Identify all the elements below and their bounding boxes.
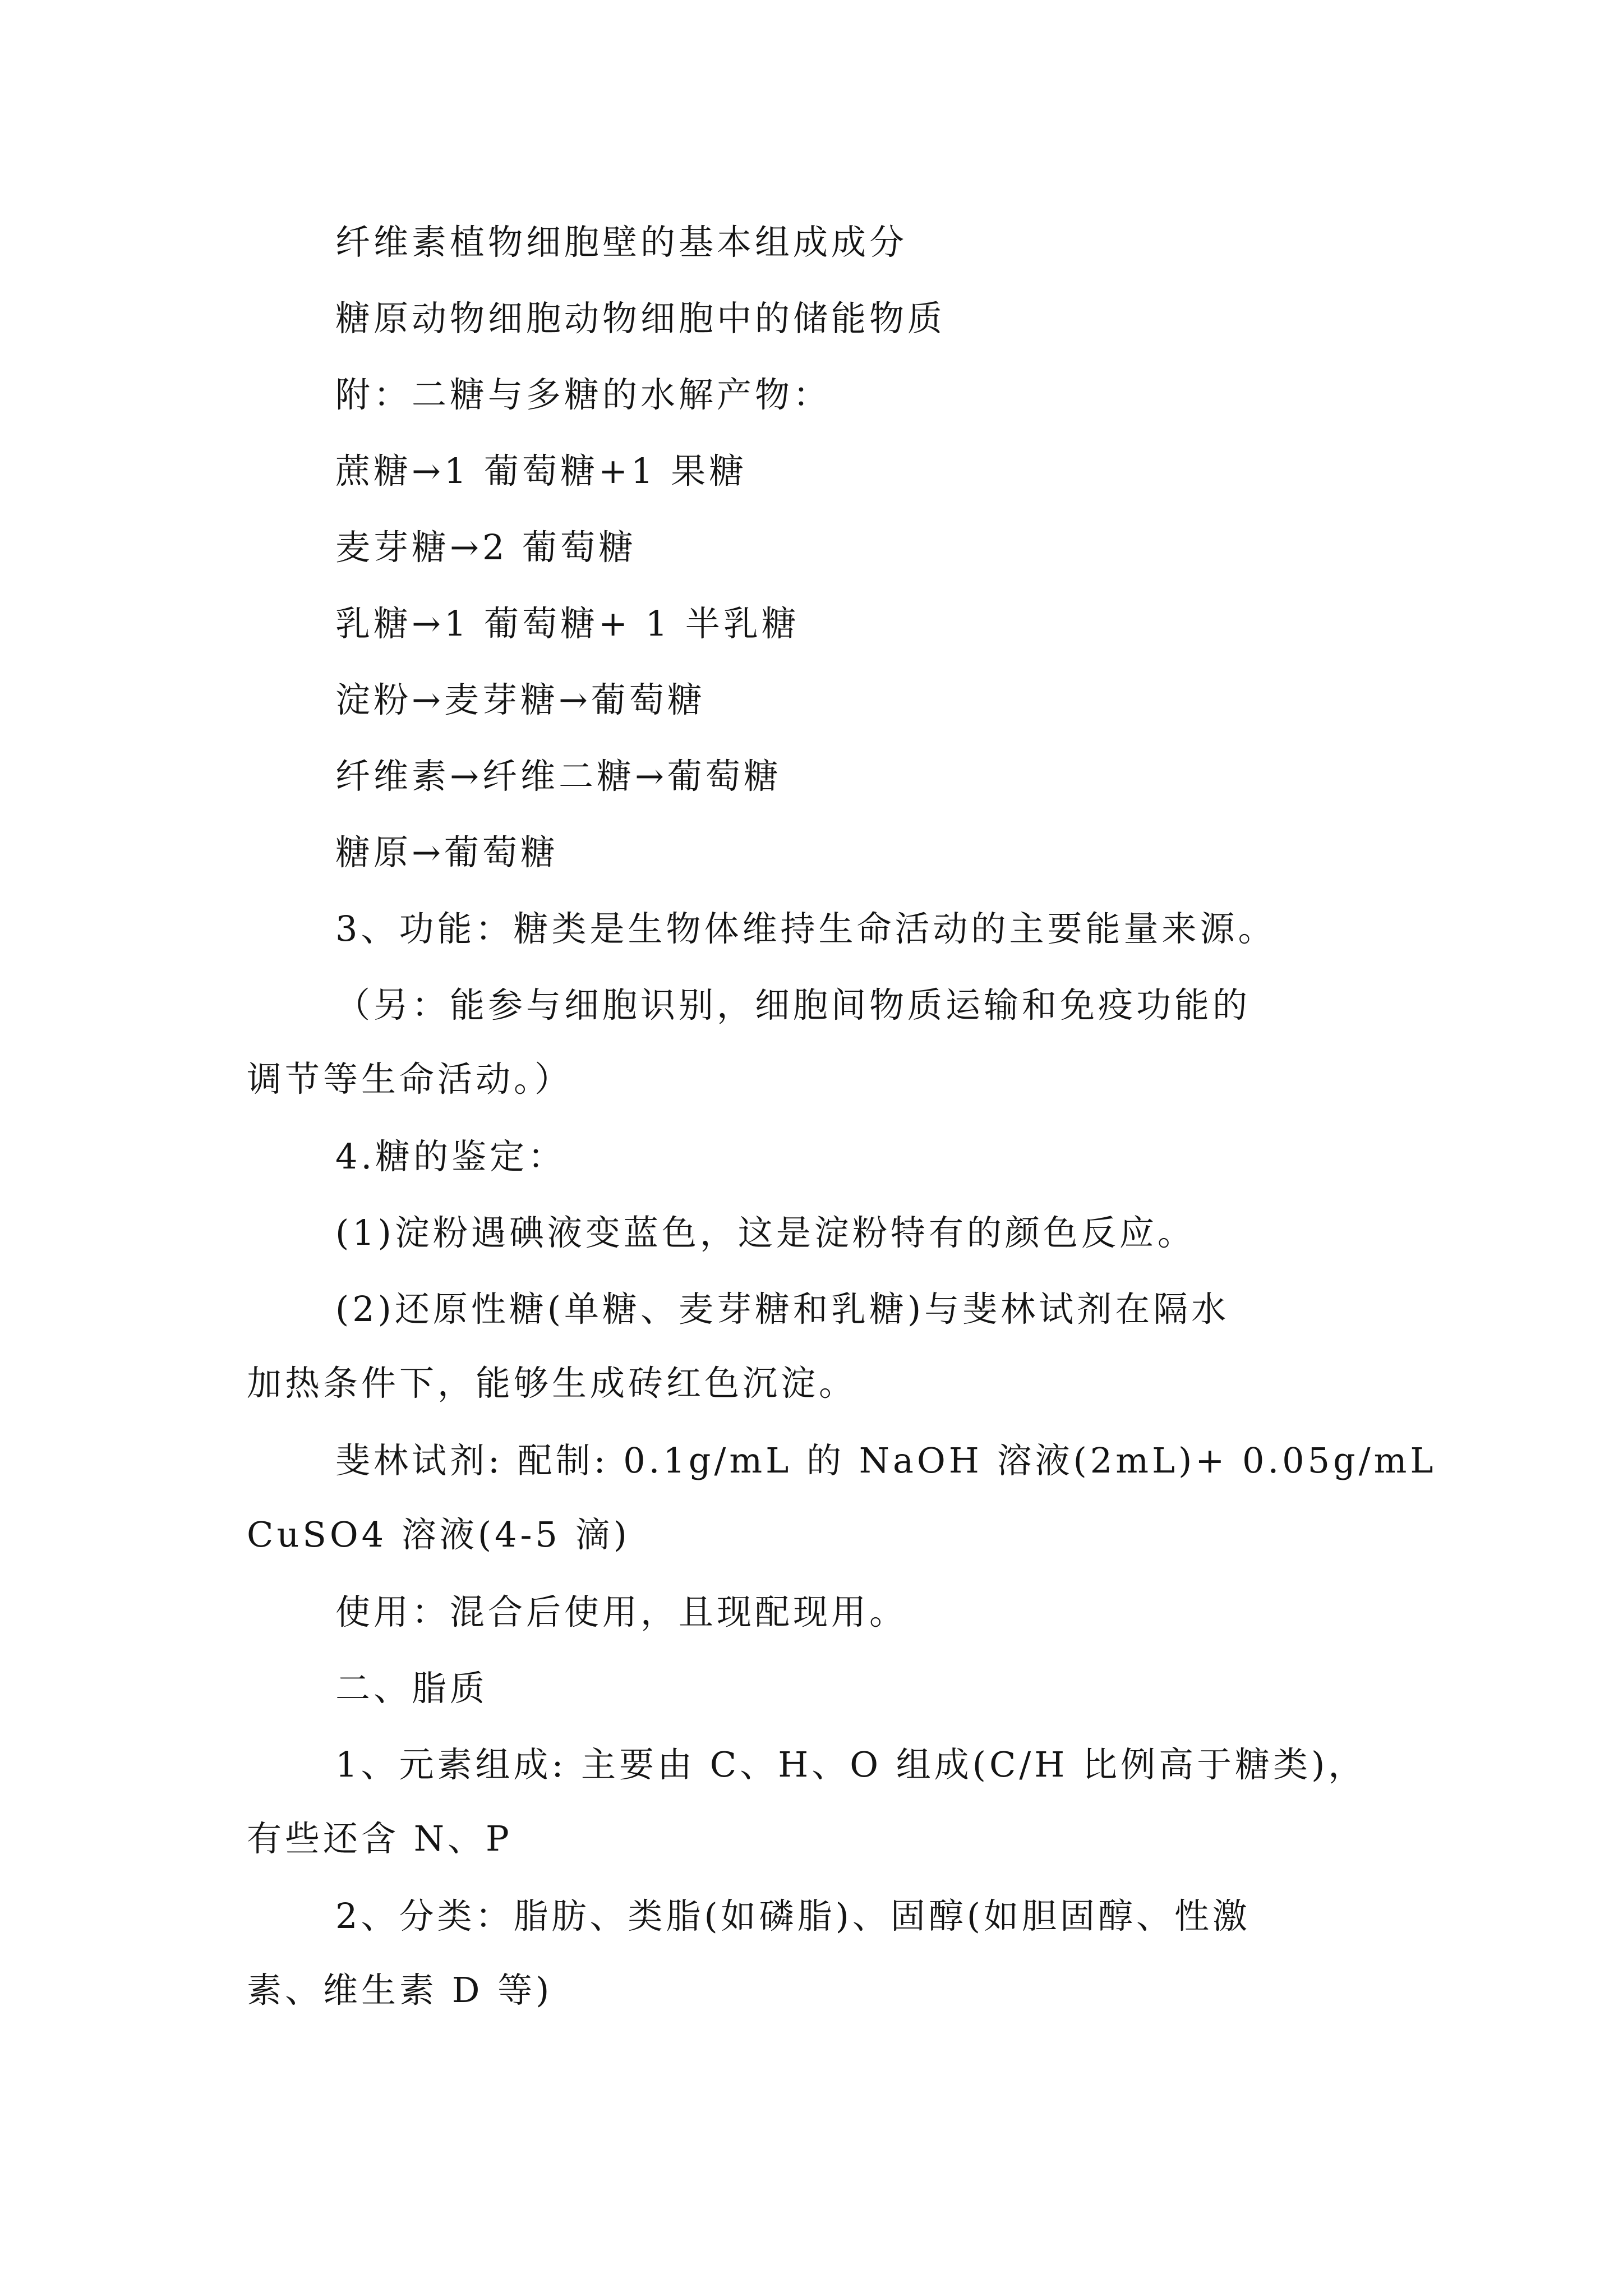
text-line: （另：能参与细胞识别，细胞间物质运输和免疫功能的 [335,984,1251,1025]
text-line: 2、分类：脂肪、类脂(如磷脂)、固醇(如胆固醇、性激 [335,1895,1251,1936]
text-line: (1)淀粉遇碘液变蓝色，这是淀粉特有的颜色反应。 [335,1212,1196,1253]
text-line: CuSO4 溶液(4-5 滴) [247,1514,630,1555]
text-line: 3、功能：糖类是生物体维持生命活动的主要能量来源。 [335,908,1276,949]
text-line: 使用：混合后使用，且现配现用。 [335,1591,908,1632]
text-line: (2)还原性糖(单糖、麦芽糖和乳糖)与斐林试剂在隔水 [335,1289,1230,1329]
text-line: 附：二糖与多糖的水解产物： [335,374,832,415]
text-line: 淀粉→麦芽糖→葡萄糖 [335,679,706,720]
text-line: 加热条件下，能够生成砖红色沉淀。 [247,1363,857,1404]
text-line: 乳糖→1 葡萄糖+ 1 半乳糖 [335,603,800,644]
text-line: 1、元素组成: 主要由 C、H、O 组成(C/H 比例高于糖类)， [335,1744,1367,1785]
text-line: 纤维素植物细胞壁的基本组成成分 [335,222,908,263]
text-line: 调节等生命活动。） [247,1059,573,1099]
text-line: 蔗糖→1 葡萄糖+1 果糖 [335,450,748,491]
text-line: 4.糖的鉴定： [335,1136,566,1177]
text-line: 麦芽糖→2 葡萄糖 [335,527,637,568]
text-line: 糖原→葡萄糖 [335,832,559,873]
text-line: 有些还含 N、P [247,1818,513,1859]
text-line: 二、脂质 [335,1668,488,1709]
text-line: 素、维生素 D 等) [247,1970,553,2010]
text-line: 纤维素→纤维二糖→葡萄糖 [335,756,782,797]
text-line: 斐林试剂: 配制: 0.1g/mL 的 NaOH 溶液(2mL)+ 0.05g/mL [335,1440,1437,1481]
text-line: 糖原动物细胞动物细胞中的储能物质 [335,298,946,339]
